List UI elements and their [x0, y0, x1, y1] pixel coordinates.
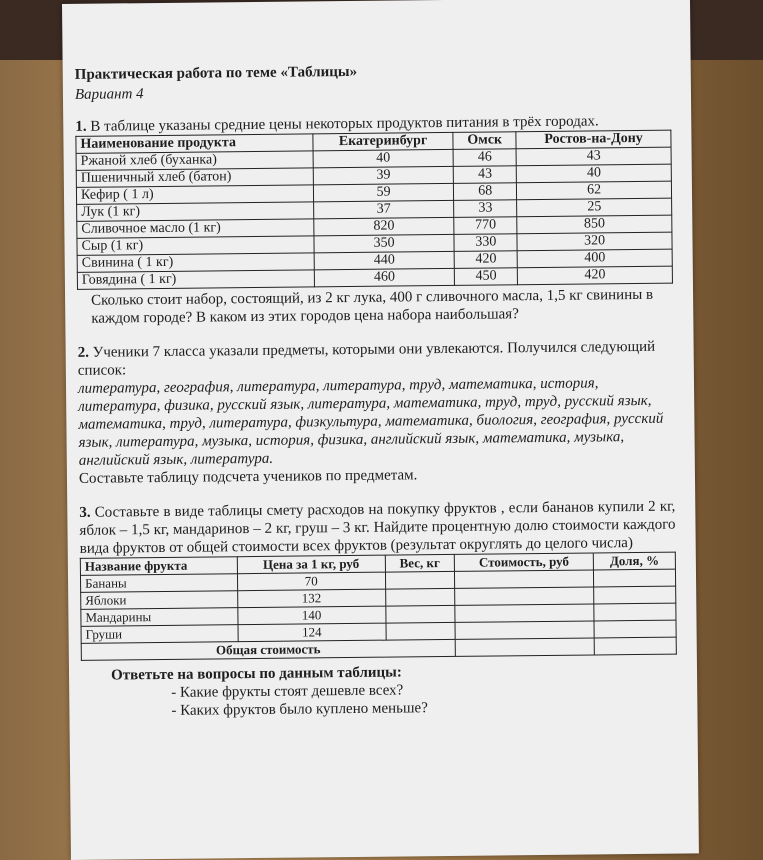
cell-value: 320	[517, 232, 672, 251]
cell-value: 400	[517, 249, 672, 268]
cell-value: 25	[517, 198, 672, 217]
cell-value: 350	[314, 234, 455, 252]
cell-value: 40	[313, 149, 454, 167]
cell-value: 62	[517, 181, 672, 200]
col-ekaterinburg: Екатеринбург	[313, 132, 454, 150]
cell-value: 59	[313, 183, 454, 201]
cell-empty	[385, 605, 454, 623]
col-price: Цена за 1 кг, руб	[237, 555, 385, 574]
task2-text	[78, 338, 674, 380]
task1-number: 1.	[75, 118, 87, 135]
cell-empty	[594, 569, 676, 587]
cell-empty	[594, 603, 676, 621]
cell-empty	[385, 588, 454, 606]
col-weight: Вес, кг	[385, 554, 454, 572]
cell-product: Лук (1 кг)	[77, 202, 314, 221]
task3-number: 3.	[79, 504, 91, 521]
cell-fruit: Мандарины	[81, 608, 238, 627]
cell-value: 37	[314, 200, 455, 218]
answers-title: Ответьте на вопросы по данным таблицы:	[110, 664, 402, 684]
cell-value: 770	[454, 217, 517, 235]
cell-empty	[455, 621, 594, 639]
cell-value: 33	[454, 200, 517, 218]
cell-product: Кефир ( 1 л)	[76, 185, 313, 204]
cell-empty	[386, 622, 455, 640]
cell-value: 440	[314, 251, 455, 269]
cell-product: Сливочное масло (1 кг)	[77, 219, 314, 238]
cell-price: 124	[238, 623, 386, 642]
cell-value: 330	[454, 234, 517, 252]
task3-text	[79, 498, 676, 558]
cell-empty	[455, 587, 594, 605]
col-fruit-name: Название фрукта	[80, 557, 237, 576]
task1-question: Сколько стоит набор, состоящий, из 2 кг лука, 400 г сливочного масла, 1,5 кг свинины в каждом городе? В каком из этих городов цена набора наибольшая?	[91, 286, 654, 327]
prices-table	[75, 130, 673, 290]
cell-value: 420	[454, 251, 517, 269]
answer-question: - Каких фруктов было куплено меньше?	[171, 700, 428, 719]
task2-number: 2.	[77, 344, 89, 361]
task2-instruction: Составьте таблицу подсчета учеников по предметам.	[78, 467, 418, 487]
page-title: Практическая работа по теме «Таблицы»	[74, 63, 358, 83]
cell-empty	[594, 637, 676, 655]
col-rostov: Ростов-на-Дону	[516, 130, 671, 149]
cell-value: 450	[455, 268, 518, 286]
cell-empty	[594, 586, 676, 604]
cell-empty	[455, 604, 594, 622]
cell-price: 132	[237, 589, 385, 608]
col-cost: Стоимость, руб	[454, 553, 593, 571]
cell-value: 39	[313, 166, 454, 184]
cell-product: Пшеничный хлеб (батон)	[76, 168, 313, 187]
cell-price: 70	[237, 572, 385, 591]
cell-price: 140	[238, 606, 386, 625]
task1-statement: В таблице указаны средние цены некоторых продуктов питания в трёх городах.	[90, 113, 599, 135]
cell-empty	[454, 570, 593, 588]
cell-value: 420	[518, 266, 673, 285]
cell-product: Свинина ( 1 кг)	[77, 253, 314, 272]
fruit-budget-table	[80, 552, 677, 661]
cell-value: 43	[454, 166, 517, 184]
cell-product: Сыр (1 кг)	[77, 236, 314, 255]
answer-question: - Какие фрукты стоят дешевле всех?	[171, 682, 404, 701]
worksheet-page	[62, 0, 699, 860]
cell-value: 46	[453, 149, 516, 167]
answers-section	[111, 661, 678, 721]
col-share: Доля, %	[594, 552, 676, 570]
cell-value: 40	[516, 164, 671, 183]
cell-fruit: Яблоки	[81, 591, 238, 610]
total-label: Общая стоимость	[81, 639, 455, 660]
cell-value: 850	[517, 215, 672, 234]
cell-empty	[594, 620, 676, 638]
variant-label: Вариант 4	[74, 86, 144, 103]
cell-empty	[385, 571, 454, 589]
cell-value: 820	[314, 217, 455, 235]
worksheet-content	[75, 60, 678, 721]
cell-product: Ржаной хлеб (буханка)	[76, 151, 313, 170]
cell-value: 460	[314, 268, 455, 286]
cell-product: Говядина ( 1 кг)	[77, 270, 314, 289]
cell-empty	[455, 638, 594, 656]
cell-value: 43	[516, 147, 671, 166]
col-product: Наименование продукта	[76, 134, 313, 153]
task2-statement: Ученики 7 класса указали предметы, которыми они увлекаются. Получился следующий список:	[77, 338, 656, 379]
cell-value: 68	[454, 183, 517, 201]
task3-statement: Составьте в виде таблицы смету расходов на покупку фруктов , если бананов купили 2 кг, яблок – 1,5 кг, мандаринов – 2 кг, груш – 3 кг. Найдите процентную долю стоимости каждого вида фруктов от общей стоимости всех фруктов (результат округлять до целого числа)	[79, 498, 676, 557]
task2-subject-list: литература, география, литература, литература, труд, математика, история, литература, физика, русский язык, литература, математика, труд, труд, русский язык, математика, труд, литература, физкультура, математика, биология, география, русский язык, литература, музыка, история, физика, английский язык, математика, музыка, английский язык, литература.	[77, 375, 664, 469]
col-omsk: Омск	[453, 132, 516, 150]
cell-fruit: Бананы	[80, 574, 237, 593]
cell-fruit: Груши	[81, 625, 238, 644]
